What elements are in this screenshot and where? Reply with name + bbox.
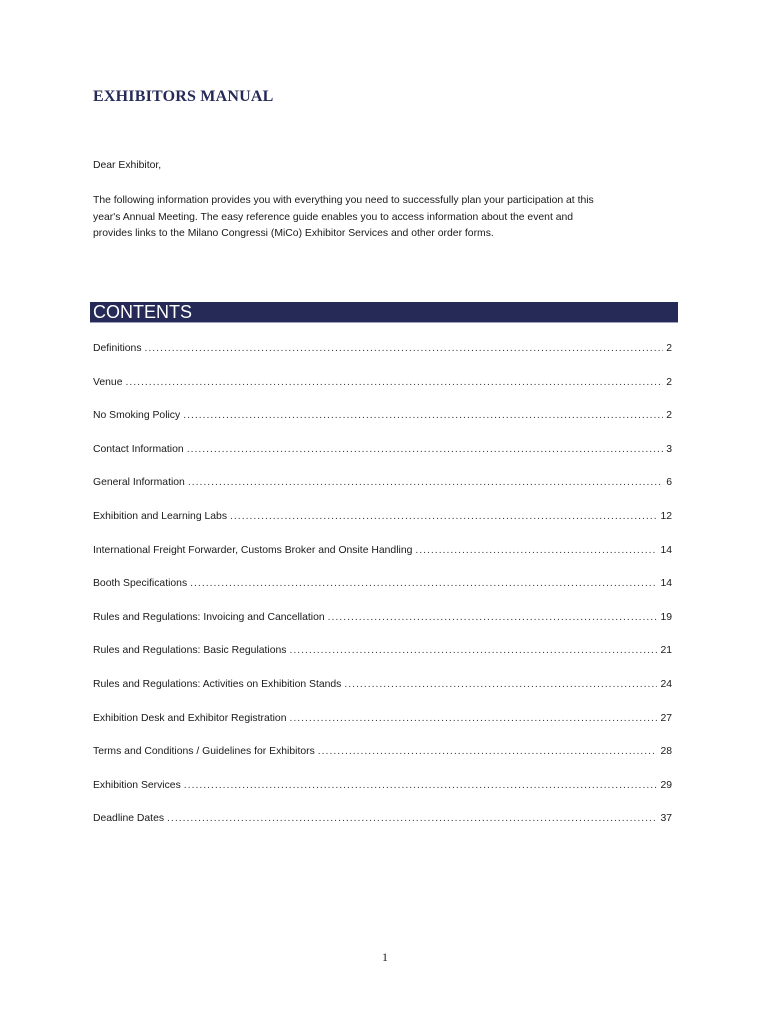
toc-leader-dots (415, 545, 657, 556)
toc-leader-dots (289, 713, 657, 724)
toc-entry-label: Rules and Regulations: Basic Regulations (93, 645, 287, 657)
toc-entry-general-information[interactable] (93, 477, 673, 511)
toc-entry-exhibition-desk-registration[interactable] (93, 713, 673, 747)
toc-entry-label: Exhibition and Learning Labs (93, 510, 228, 522)
toc-entry-label: No Smoking Policy (93, 410, 181, 422)
intro-line: provides links to the Milano Congressi (MiCo) Exhibitor Services and other order forms. (93, 228, 494, 239)
toc-entry-page: 12 (660, 510, 672, 522)
toc-leader-dots (183, 410, 663, 421)
toc-entry-label: Contact Information (93, 443, 184, 455)
intro-line: The following information provides you with everything you need to successfully plan your participation at this (93, 195, 594, 206)
document-title: EXHIBITORS MANUAL (93, 88, 274, 105)
toc-entry-label: Exhibition Desk and Exhibitor Registration (93, 712, 287, 724)
toc-leader-dots (167, 813, 657, 824)
toc-entry-page: 2 (666, 410, 672, 422)
intro-line: year's Annual Meeting. The easy reference guide enables you to access information about the event and (93, 211, 574, 223)
toc-leader-dots (318, 746, 658, 757)
toc-entry-contact-information[interactable] (93, 444, 673, 478)
toc-entry-basic-regulations[interactable] (93, 645, 673, 679)
toc-entry-page: 14 (660, 578, 672, 590)
toc-leader-dots (290, 645, 658, 656)
toc-entry-page: 19 (660, 611, 672, 623)
toc-entry-label: Rules and Regulations: Invoicing and Cancellation (93, 611, 325, 623)
toc-entry-definitions[interactable] (93, 343, 673, 377)
toc-entry-exhibition-learning-labs[interactable] (93, 511, 673, 545)
toc-entry-deadline-dates[interactable] (93, 813, 673, 847)
toc-entry-label: Deadline Dates (93, 813, 165, 825)
toc-entry-venue[interactable] (93, 377, 673, 411)
toc-entry-no-smoking-policy[interactable] (93, 410, 673, 444)
toc-entry-label: Terms and Conditions / Guidelines for Exhibitors (93, 746, 315, 758)
toc-entry-activities-on-stands[interactable] (93, 679, 673, 713)
toc-entry-page: 2 (666, 343, 672, 354)
toc-entry-invoicing-cancellation[interactable] (93, 612, 673, 646)
toc-leader-dots (190, 578, 657, 589)
table-of-contents (93, 343, 673, 847)
toc-entry-page: 3 (666, 443, 672, 455)
contents-heading: CONTENTS (93, 302, 192, 322)
toc-entry-label: Venue (93, 376, 123, 388)
toc-entry-page: 21 (660, 645, 672, 657)
toc-entry-page: 37 (660, 813, 672, 825)
contents-heading-bar (90, 302, 678, 323)
toc-leader-dots (188, 477, 663, 488)
toc-entry-page: 6 (666, 477, 672, 489)
greeting: Dear Exhibitor, (93, 160, 162, 171)
toc-entry-page: 28 (660, 746, 672, 758)
toc-leader-dots (145, 343, 664, 354)
toc-leader-dots (328, 612, 658, 623)
toc-entry-page: 14 (660, 544, 672, 556)
page-number: 1 (382, 950, 388, 964)
toc-entry-label: Rules and Regulations: Activities on Exhibition Stands (93, 678, 342, 690)
toc-entry-label: Definitions (93, 343, 142, 354)
toc-leader-dots (184, 780, 658, 791)
toc-entry-page: 2 (666, 376, 672, 388)
toc-entry-label: General Information (93, 477, 185, 489)
toc-entry-terms-conditions[interactable] (93, 746, 673, 780)
toc-leader-dots (125, 377, 663, 388)
intro-paragraph (93, 193, 683, 243)
toc-entry-page: 29 (660, 779, 672, 791)
toc-entry-label: Booth Specifications (93, 578, 188, 590)
toc-leader-dots (230, 511, 657, 522)
toc-entry-page: 24 (660, 678, 672, 690)
toc-entry-page: 27 (660, 712, 672, 724)
toc-entry-label: Exhibition Services (93, 779, 181, 791)
toc-entry-booth-specifications[interactable] (93, 578, 673, 612)
toc-leader-dots (344, 679, 657, 690)
toc-leader-dots (187, 444, 664, 455)
toc-entry-label: International Freight Forwarder, Customs Broker and Onsite Handling (93, 544, 413, 556)
toc-entry-exhibition-services[interactable] (93, 780, 673, 814)
toc-entry-freight-forwarder[interactable] (93, 545, 673, 579)
